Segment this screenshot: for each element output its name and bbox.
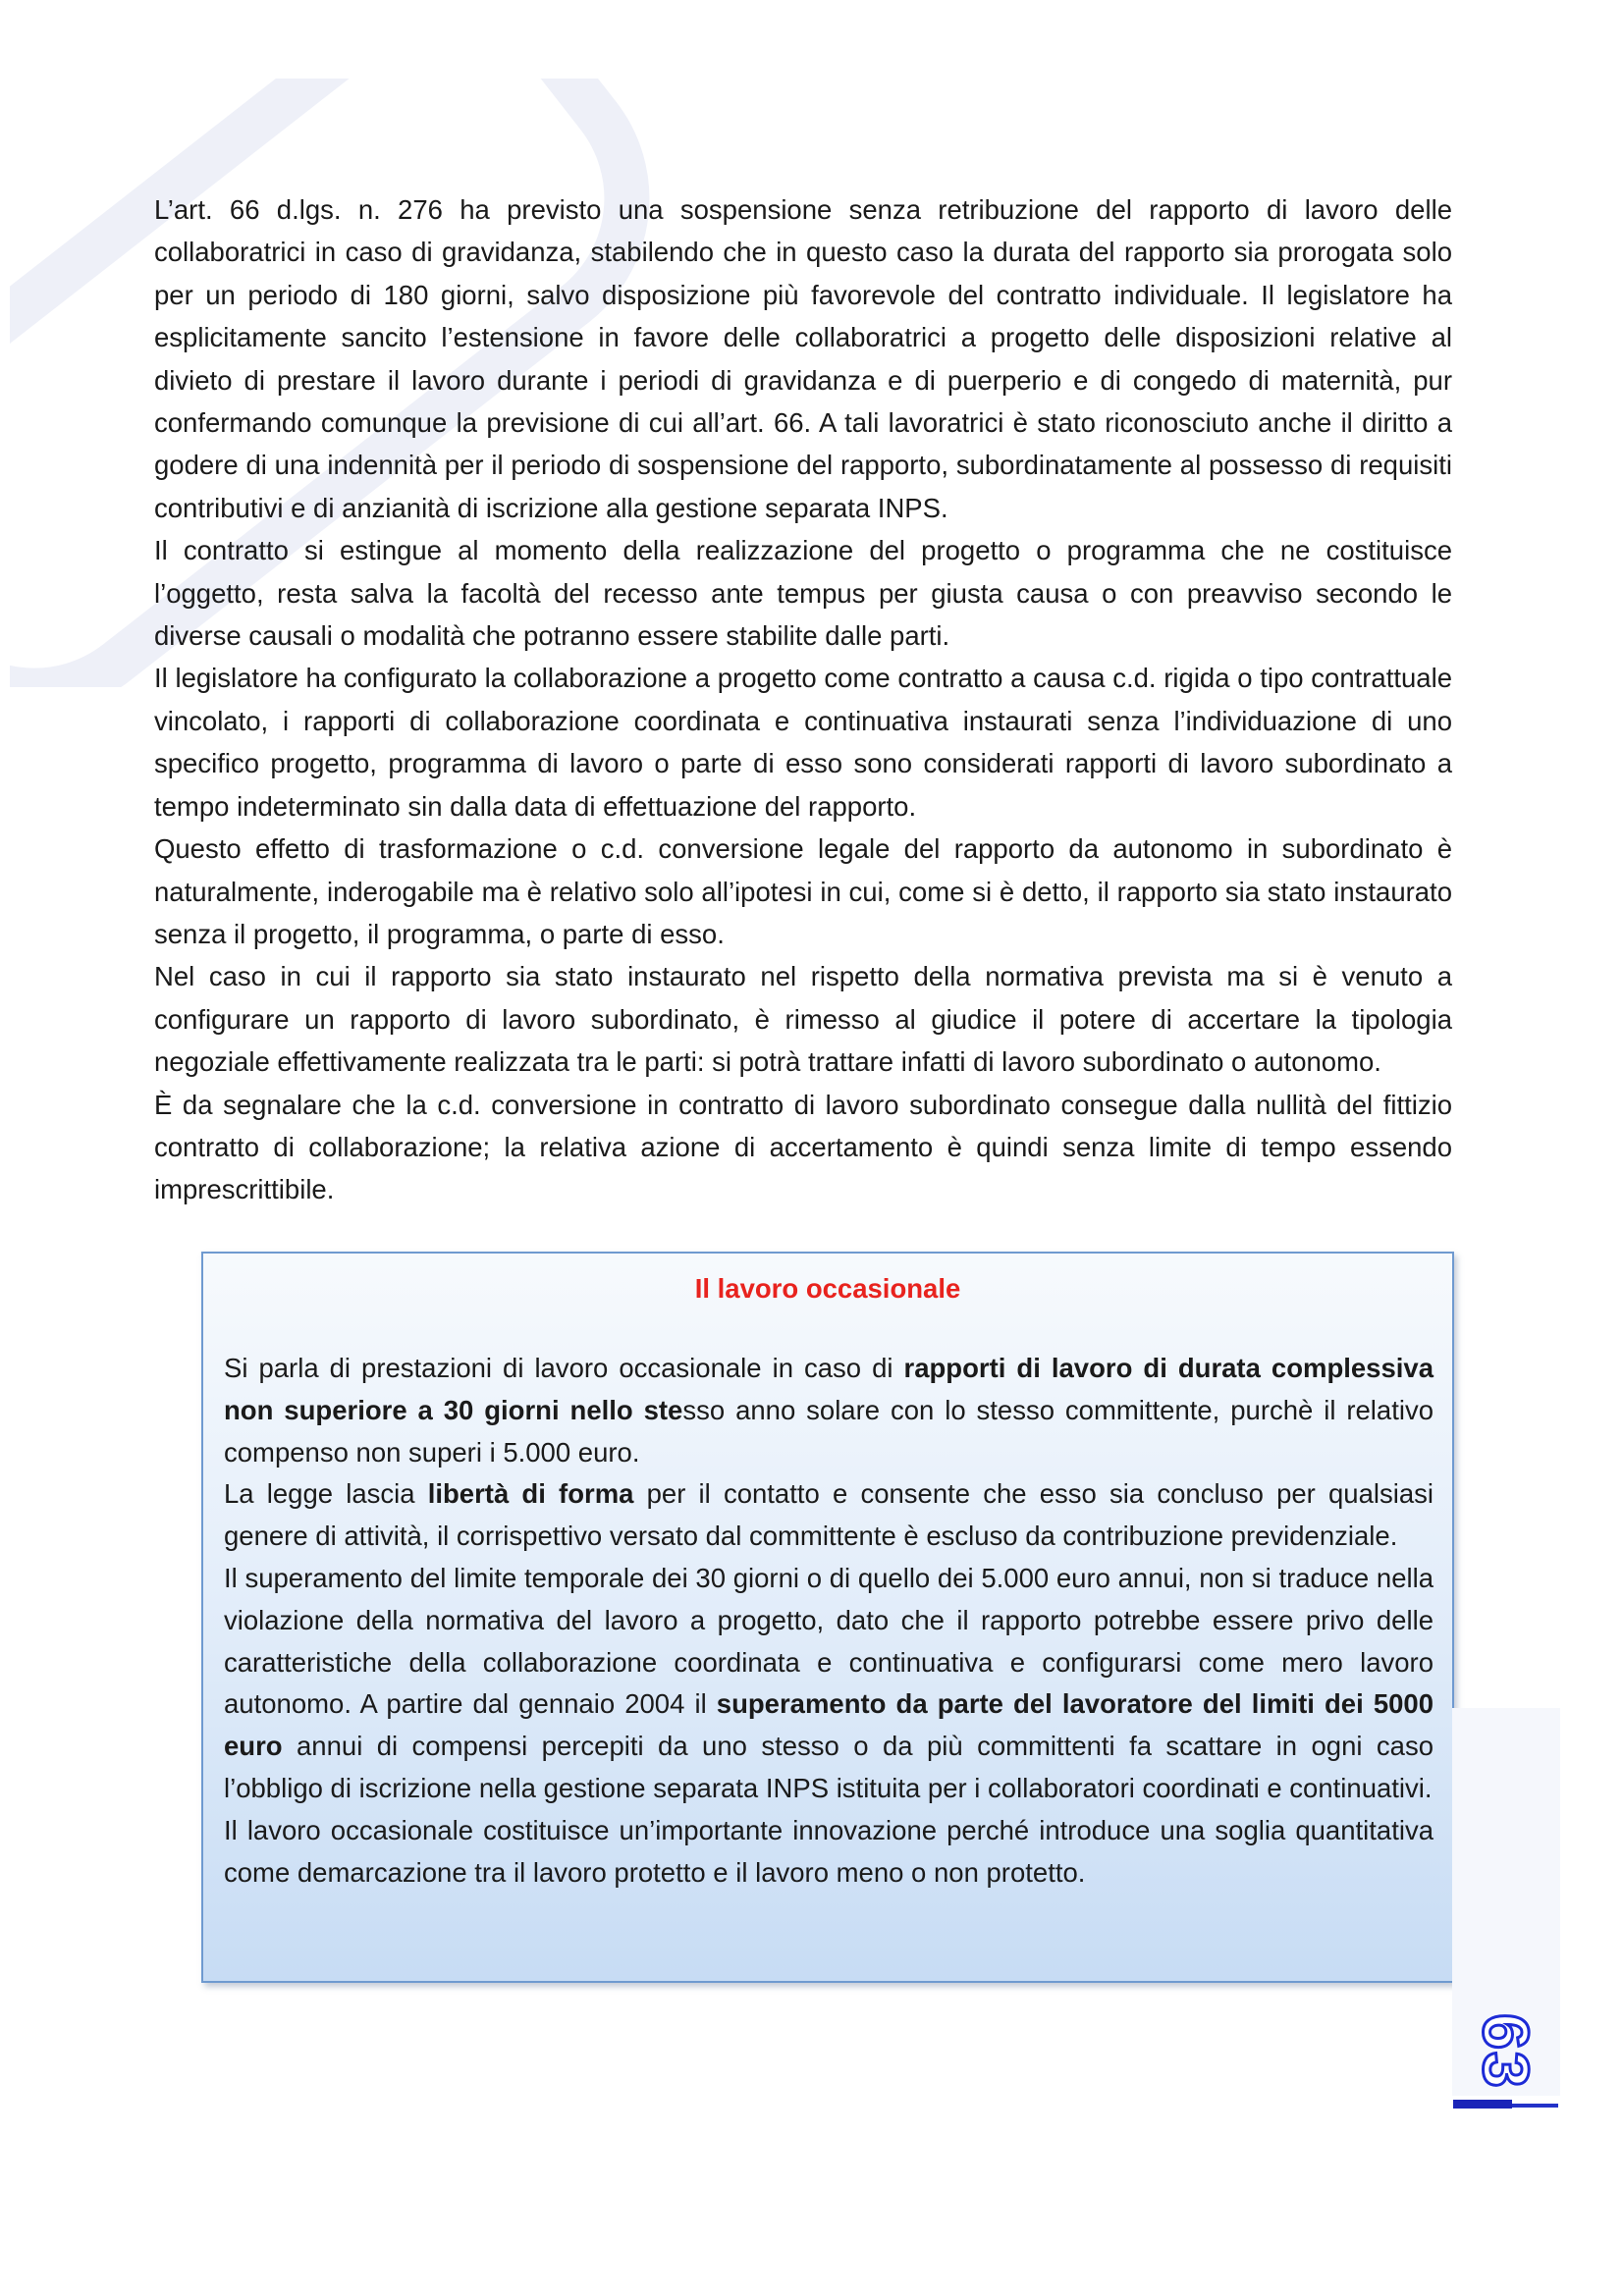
paragraph: È da segnalare che la c.d. conversione in contratto di lavoro subordinato consegue dalla nullità del fittizio contratto di collaborazione; la relativa azione di accertamento è quindi senza limite di tempo essendo imprescrittibile. <box>154 1089 1452 1205</box>
box-paragraph <box>224 1348 1434 1473</box>
box-title: Il lavoro occasionale <box>694 1273 961 1304</box>
body-text <box>154 188 1452 1211</box>
bold-text: superamento da parte del lavoratore del limiti dei 5000 euro <box>224 1688 1434 1762</box>
box-text <box>224 1348 1434 1894</box>
paragraph: Nel caso in cui il rapporto sia stato instaurato nel rispetto della normativa prevista ma si è venuto a configurare un rapporto di lavoro subordinato, è rimesso al giudice il potere di accertare la tipologia negoziale effettivamente realizzata tra le parti: si potrà trattare infatti di lavoro subordinato o autonomo. <box>154 961 1452 1078</box>
text-run: sso anno solare con lo stesso committente, purchè il relativo compenso non superi i 5.000 euro. <box>224 1394 1434 1468</box>
info-box <box>201 1252 1454 1983</box>
box-paragraph: Il lavoro occasionale costituisce un’importante innovazione perché introduce una soglia quantitativa come demarcazione tra il lavoro protetto e il lavoro meno o non protetto. <box>224 1814 1434 1888</box>
paragraph: Questo effetto di trasformazione o c.d. conversione legale del rapporto da autonomo in subordinato è naturalmente, inderogabile ma è relativo solo all’ipotesi in cui, come si è detto, il rapporto sia stato instaurato senza il progetto, il programma, o parte di esso. <box>154 833 1452 949</box>
text-run: Si parla di prestazioni di lavoro occasionale in caso di <box>224 1353 904 1383</box>
box-paragraph <box>224 1473 1434 1558</box>
text-run: Il superamento del limite temporale dei 30 giorni o di quello dei 5.000 euro annui, non si traduce nella violazione della normativa del lavoro a progetto, dato che il rapporto potrebbe essere privo delle caratteristiche della collaborazione coordinata e continuativa e configurarsi come mero lavoro autonomo. A partire dal gennaio 2004 il <box>224 1562 1434 1720</box>
page-number: 63 <box>1470 2013 1542 2090</box>
paragraph: Il contratto si estingue al momento della realizzazione del progetto o programma che ne costituisce l’oggetto, resta salva la facoltà del recesso ante tempus per giusta causa o con preavviso secondo le diverse causali o modalità che potranno essere stabilite dalle parti. <box>154 535 1452 652</box>
text-run: per il contatto e consente che esso sia concluso per qualsiasi genere di attività, il corrispettivo versato dal committente è escluso da contribuzione previdenziale. <box>224 1478 1434 1552</box>
page-number-rule-accent <box>1453 2100 1512 2109</box>
text-run: annui di compensi percepiti da uno stesso o da più committenti fa scattare in ogni caso l’obbligo di iscrizione nella gestione separata INPS istituita per i collaboratori coordinati e continuativi. <box>224 1731 1434 1803</box>
text-run: La legge lascia <box>224 1478 428 1510</box>
bold-text: libertà di forma <box>427 1478 634 1510</box>
bold-text: rapporti di lavoro di durata complessiva non superiore a 30 giorni nello ste <box>224 1353 1434 1425</box>
paragraph: L’art. 66 d.lgs. n. 276 ha previsto una sospensione senza retribuzione del rapporto di lavoro delle collaboratrici in caso di gravidanza, stabilendo che in questo caso la durata del rapporto sia prorogata solo per un periodo di 180 giorni, salvo disposizione più favorevole del contratto individuale. Il legislatore ha esplicitamente sancito l’estensione in favore delle collaboratrici a progetto delle disposizioni relative al divieto di prestare il lavoro durante i periodi di gravidanza e di puerperio e di congedo di maternità, pur confermando comunque la previsione di cui all’art. 66. A tali lavoratrici è stato riconosciuto anche il diritto a godere di una indennità per il periodo di sospensione del rapporto, subordinatamente al possesso di requisiti contributivi e di anzianità di iscrizione alla gestione separata INPS. <box>154 194 1452 523</box>
paragraph: Il legislatore ha configurato la collaborazione a progetto come contratto a causa c.d. rigida o tipo contrattuale vincolato, i rapporti di collaborazione coordinata e continuativa instaurati senza l’individuazione di uno specifico progetto, programma di lavoro o parte di esso sono considerati rapporti di lavoro subordinato a tempo indeterminato sin dalla data di effettuazione del rapporto. <box>154 663 1452 822</box>
box-paragraph <box>224 1558 1434 1810</box>
